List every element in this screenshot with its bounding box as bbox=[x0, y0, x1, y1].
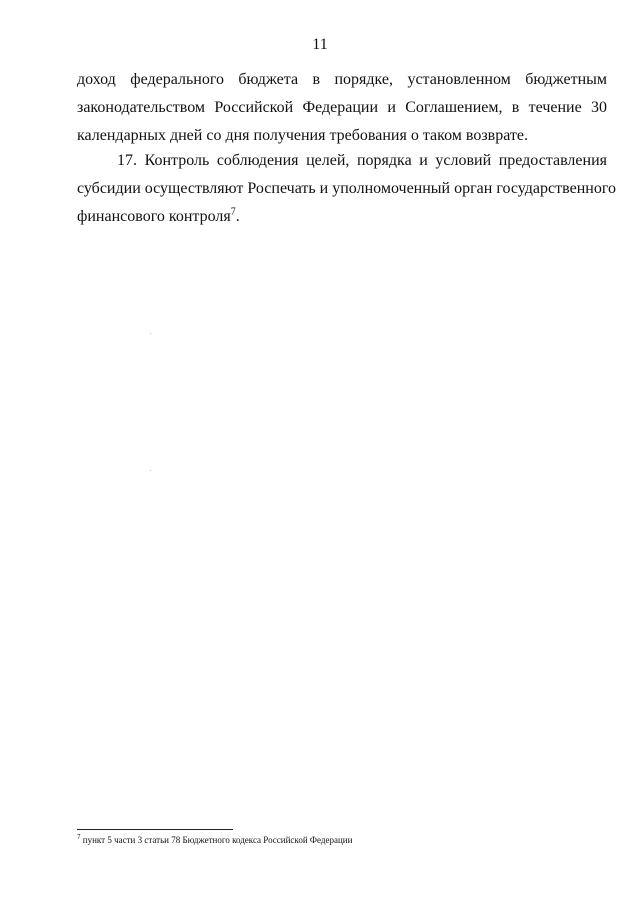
text-line-last bbox=[77, 203, 607, 231]
text-fragment: финансового контроля bbox=[77, 208, 231, 225]
footnote-separator bbox=[77, 829, 233, 830]
paragraph-refund bbox=[77, 66, 607, 150]
text-line: субсидии осуществляют Роспечать и уполномоченный орган государственного bbox=[77, 180, 616, 197]
text-line: доход федерального бюджета в порядке, установленном бюджетным bbox=[77, 71, 607, 88]
scan-artifact bbox=[150, 470, 151, 471]
text-line: законодательством Российской Федерации и Соглашением, в течение 30 bbox=[77, 99, 607, 116]
scan-artifact bbox=[150, 333, 151, 334]
text-line: календарных дней со дня получения требования о таком возврате. bbox=[77, 127, 529, 144]
footnote-text: пункт 5 части 3 статьи 78 Бюджетного кодекса Российской Федерации bbox=[82, 835, 353, 845]
page-number: 11 bbox=[312, 36, 328, 53]
paragraph-17-control bbox=[77, 147, 616, 231]
footnote-reference[interactable]: 7 bbox=[230, 206, 236, 218]
end-punctuation: . bbox=[235, 208, 240, 225]
footnote bbox=[77, 834, 352, 846]
text-line: 17. Контроль соблюдения целей, порядка и условий предоставления bbox=[117, 152, 607, 169]
footnote-marker: 7 bbox=[77, 833, 81, 841]
